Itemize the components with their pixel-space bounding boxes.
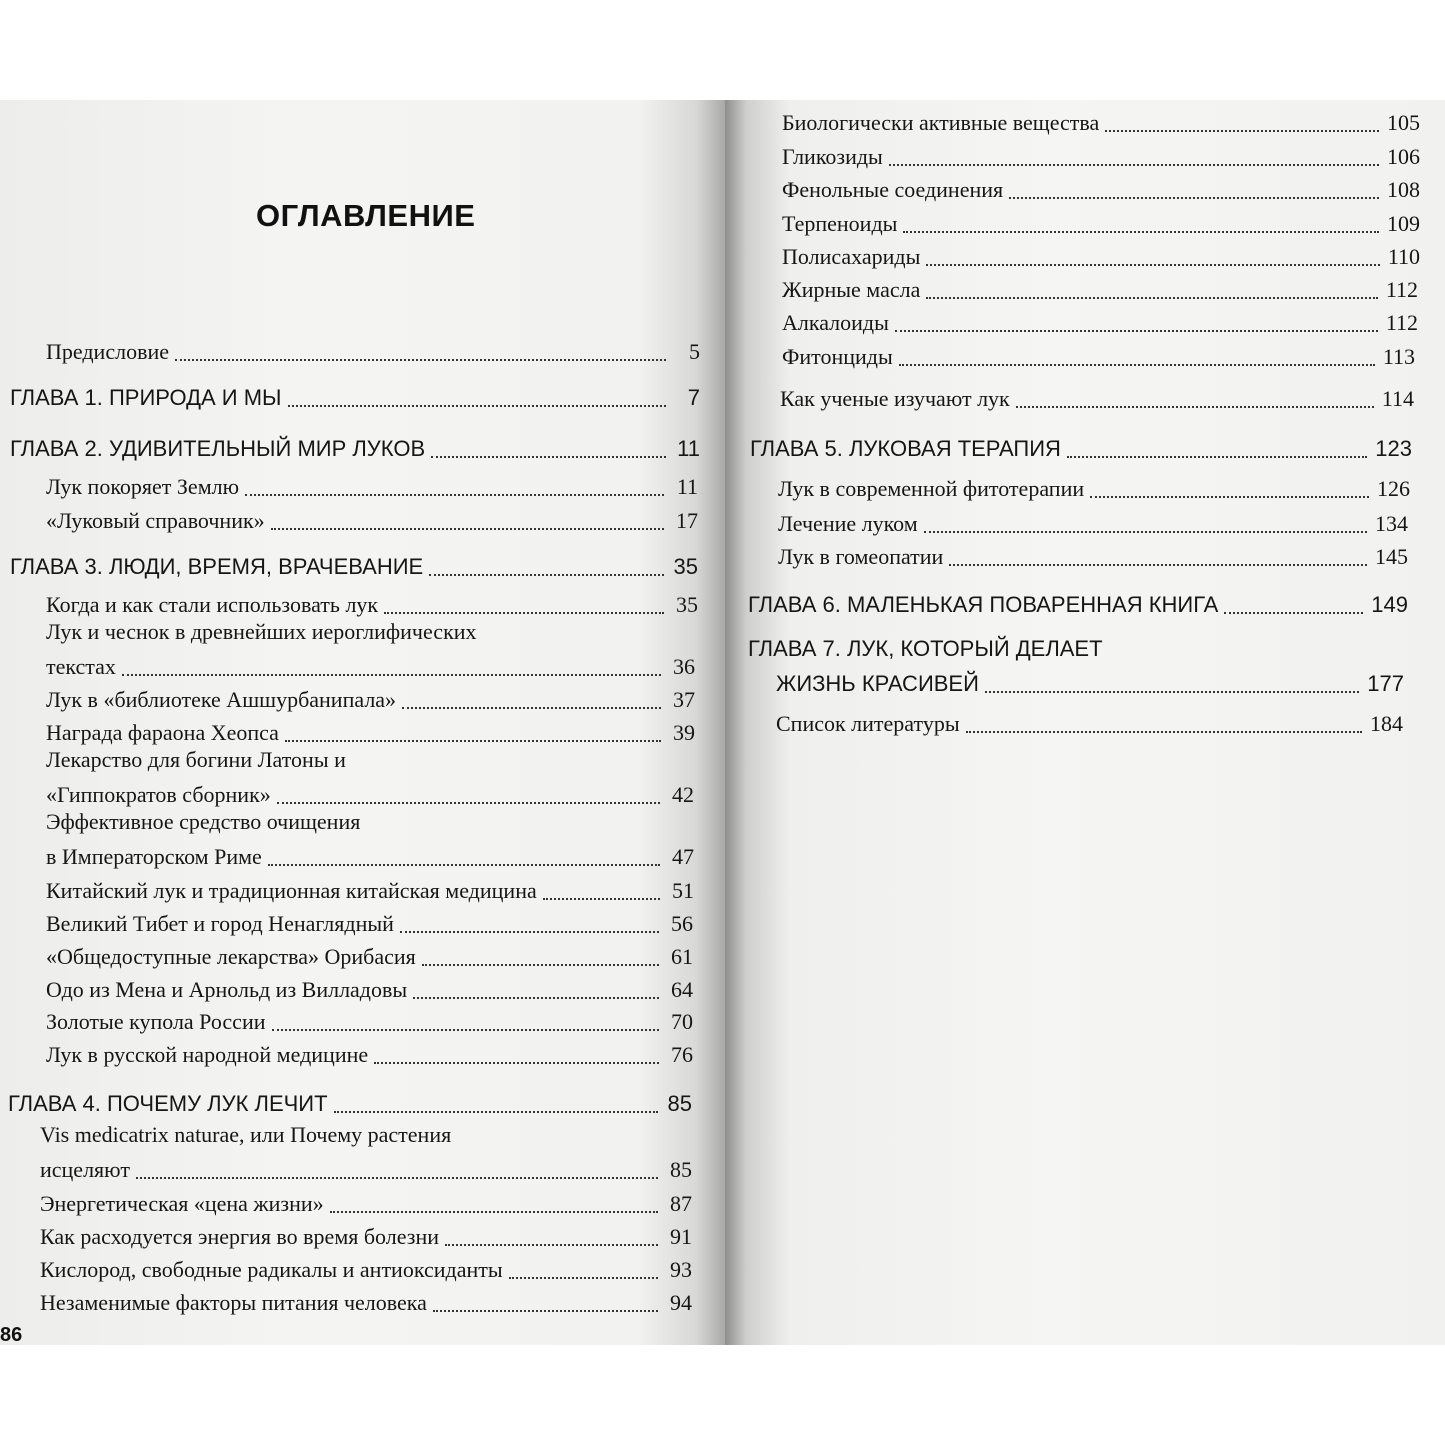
toc-entry-title: Награда фараона Хеопса	[46, 720, 279, 745]
toc-chapter	[10, 548, 698, 580]
toc-entry-title: Лук в русской народной медицине	[46, 1042, 369, 1067]
toc-entry	[782, 271, 1418, 303]
leader-dots	[949, 563, 1367, 566]
toc-entry	[782, 205, 1420, 237]
toc-entry	[40, 1251, 692, 1283]
toc-heading: ОГЛАВЛЕНИЕ	[256, 198, 476, 233]
toc-page-number: 110	[1387, 244, 1420, 269]
toc-chapter	[748, 586, 1408, 618]
toc-entry	[782, 171, 1420, 203]
toc-entry	[782, 104, 1420, 136]
leader-dots	[330, 1210, 658, 1213]
toc-entry	[46, 971, 693, 1003]
toc-entry	[782, 338, 1415, 370]
toc-entry-title: «Луковый справочник»	[46, 508, 265, 533]
toc-entry	[46, 468, 698, 500]
leader-dots	[422, 963, 659, 966]
toc-entry-title: Лук в «библиотеке Ашшурбанипала»	[46, 687, 397, 712]
toc-entry-title: Энергетическая «цена жизни»	[40, 1191, 324, 1216]
toc-entry	[778, 505, 1408, 537]
leader-dots	[136, 1176, 658, 1179]
leader-dots	[334, 1110, 658, 1113]
toc-entry-title: Жирные масла	[782, 277, 921, 302]
toc-entry-title: Как ученые изучают лук	[780, 386, 1010, 411]
toc-chapter	[10, 379, 700, 411]
leader-dots	[431, 455, 666, 458]
toc-entry	[46, 502, 698, 534]
leader-dots	[245, 493, 664, 496]
leader-dots	[543, 897, 660, 900]
toc-entry-continued: Лекарство для богини Латоны и	[46, 747, 346, 772]
toc-entry-title: исцеляют	[40, 1157, 130, 1182]
toc-entry-title: Фитонциды	[782, 344, 893, 369]
toc-page-number: 11	[676, 474, 698, 499]
leader-dots	[1016, 405, 1374, 408]
leader-dots	[966, 730, 1362, 733]
toc-entry	[46, 938, 693, 970]
toc-entry-title: «Гиппократов сборник»	[46, 782, 271, 807]
toc-entry-title: Лечение луком	[778, 511, 918, 536]
toc-page-number: 7	[687, 385, 700, 410]
leader-dots	[924, 530, 1367, 533]
toc-entry	[780, 380, 1414, 412]
toc-entry-title: Когда и как стали использовать лук	[46, 592, 379, 617]
toc-entry-title: ГЛАВА 5. ЛУКОВАЯ ТЕРАПИЯ	[750, 436, 1061, 461]
toc-page-number: 85	[667, 1091, 692, 1116]
leader-dots	[1090, 495, 1369, 498]
toc-page-number: 5	[689, 339, 700, 364]
toc-entry	[46, 838, 694, 870]
toc-page-number: 51	[672, 878, 694, 903]
leader-dots	[175, 358, 666, 361]
toc-page-number: 184	[1370, 711, 1403, 736]
toc-entry	[40, 1284, 692, 1316]
leader-dots	[1105, 129, 1379, 132]
leader-dots	[272, 1028, 660, 1031]
toc-entry	[46, 333, 700, 365]
toc-entry-title: Лук в гомеопатии	[778, 544, 944, 569]
leader-dots	[926, 296, 1377, 299]
toc-entry-title: Золотые купола России	[46, 1009, 266, 1034]
leader-dots	[268, 863, 660, 866]
toc-entry	[46, 776, 694, 808]
toc-page-number: 145	[1375, 544, 1408, 569]
toc-entry-title: ГЛАВА 6. МАЛЕНЬКАЯ ПОВАРЕННАЯ КНИГА	[748, 592, 1219, 617]
toc-entry	[778, 470, 1410, 502]
toc-entry-continued: Лук и чеснок в древнейших иероглифических	[46, 619, 477, 644]
toc-entry-title: Лук покоряет Землю	[46, 474, 240, 499]
leader-dots	[903, 230, 1379, 233]
toc-page-number: 106	[1387, 144, 1420, 169]
toc-entry-title: Список литературы	[776, 711, 960, 736]
toc-page-number: 61	[671, 944, 693, 969]
toc-entry-title: «Общедоступные лекарства» Орибасия	[46, 944, 416, 969]
toc-page-number: 17	[676, 508, 698, 533]
leader-dots	[895, 329, 1378, 332]
toc-entry	[776, 705, 1403, 737]
toc-entry	[46, 714, 695, 746]
toc-page-number: 93	[670, 1257, 692, 1282]
leader-dots	[374, 1061, 659, 1064]
toc-page-number: 108	[1387, 177, 1420, 202]
toc-entry	[46, 648, 695, 680]
toc-entry-continued: Эффективное средство очищения	[46, 809, 361, 834]
toc-entry-title: Кислород, свободные радикалы и антиоксиданты	[40, 1257, 503, 1282]
page-number: 86	[0, 1324, 23, 1346]
toc-entry-title: Полисахариды	[782, 244, 921, 269]
toc-entry	[46, 1036, 693, 1068]
leader-dots	[271, 527, 664, 530]
leader-dots	[400, 930, 659, 933]
toc-page-number: 56	[671, 911, 693, 936]
leader-dots	[122, 673, 661, 676]
leader-dots	[926, 263, 1379, 266]
toc-page-number: 177	[1367, 671, 1404, 696]
toc-page-number: 87	[670, 1191, 692, 1216]
toc-page-number: 76	[671, 1042, 693, 1067]
leader-dots	[413, 996, 659, 999]
toc-chapter	[750, 430, 1412, 462]
leader-dots	[384, 611, 664, 614]
leader-dots	[1067, 455, 1367, 458]
toc-entry-continued: ГЛАВА 7. ЛУК, КОТОРЫЙ ДЕЛАЕТ	[748, 636, 1103, 661]
leader-dots	[1009, 196, 1379, 199]
toc-entry	[782, 304, 1418, 336]
toc-page-number: 85	[670, 1157, 692, 1182]
toc-entry-title: Как расходуется энергия во время болезни	[40, 1224, 440, 1249]
leader-dots	[277, 801, 660, 804]
toc-entry	[46, 586, 698, 618]
leader-dots	[445, 1243, 658, 1246]
toc-entry-title: Лук в современной фитотерапии	[778, 476, 1085, 501]
toc-page-number: 37	[673, 687, 695, 712]
toc-page-number: 134	[1375, 511, 1408, 536]
toc-page-number: 35	[676, 592, 698, 617]
toc-page-number: 11	[677, 436, 700, 461]
toc-page-number: 64	[671, 977, 693, 1002]
toc-page-number: 42	[672, 782, 694, 807]
toc-entry-title: ГЛАВА 1. ПРИРОДА И МЫ	[10, 385, 282, 410]
toc-entry-title: ГЛАВА 3. ЛЮДИ, ВРЕМЯ, ВРАЧЕВАНИЕ	[10, 554, 424, 579]
toc-entry-title: Великий Тибет и город Ненаглядный	[46, 911, 394, 936]
leader-dots	[889, 163, 1379, 166]
toc-entry-title: ГЛАВА 2. УДИВИТЕЛЬНЫЙ МИР ЛУКОВ	[10, 436, 426, 461]
toc-page-number: 113	[1382, 344, 1415, 369]
leader-dots	[429, 573, 664, 576]
leader-dots	[402, 706, 661, 709]
toc-entry-continued: Vis medicatrix naturae, или Почему растения	[40, 1122, 452, 1147]
toc-entry-title: Биологически активные вещества	[782, 110, 1100, 135]
toc-page-number: 109	[1387, 211, 1420, 236]
toc-entry	[46, 681, 695, 713]
toc-page-number: 149	[1371, 592, 1408, 617]
toc-entry	[778, 538, 1408, 570]
toc-entry-title: Фенольные соединения	[782, 177, 1004, 202]
toc-entry-title: ГЛАВА 4. ПОЧЕМУ ЛУК ЛЕЧИТ	[8, 1091, 328, 1116]
toc-chapter	[8, 1085, 692, 1117]
toc-entry-title: Алкалоиды	[782, 310, 889, 335]
toc-page-number: 47	[672, 844, 694, 869]
toc-entry-title: в Императорском Риме	[46, 844, 262, 869]
toc-chapter	[10, 430, 700, 462]
toc-entry-title: Гликозиды	[782, 144, 883, 169]
leader-dots	[509, 1276, 658, 1279]
leader-dots	[1224, 611, 1363, 614]
toc-page-number: 114	[1381, 386, 1414, 411]
toc-entry	[46, 872, 694, 904]
toc-entry-title: Незаменимые факторы питания человека	[40, 1290, 427, 1315]
toc-chapter	[776, 665, 1404, 697]
toc-entry-title: текстах	[46, 654, 116, 679]
toc-entry	[40, 1218, 692, 1250]
leader-dots	[285, 739, 661, 742]
toc-page-number: 39	[673, 720, 695, 745]
toc-page-number: 112	[1385, 277, 1418, 302]
toc-entry	[40, 1185, 692, 1217]
toc-page-number: 94	[670, 1290, 692, 1315]
toc-page-number: 126	[1377, 476, 1410, 501]
toc-page-number: 70	[671, 1009, 693, 1034]
leader-dots	[288, 404, 666, 407]
toc-entry-title: Китайский лук и традиционная китайская медицина	[46, 878, 537, 903]
toc-page-number: 123	[1375, 436, 1412, 461]
toc-page-number: 91	[670, 1224, 692, 1249]
toc-page-number: 35	[673, 554, 698, 579]
leader-dots	[433, 1309, 658, 1312]
toc-entry	[782, 138, 1420, 170]
toc-entry-title: Предисловие	[46, 339, 169, 364]
toc-page-number: 112	[1385, 310, 1418, 335]
leader-dots	[899, 363, 1375, 366]
toc-entry-title: Одо из Мена и Арнольд из Вилладовы	[46, 977, 408, 1002]
toc-page-number: 105	[1387, 110, 1420, 135]
leader-dots	[985, 690, 1359, 693]
toc-entry	[46, 1003, 693, 1035]
toc-entry	[40, 1151, 692, 1183]
toc-entry	[782, 238, 1420, 270]
toc-entry-title: Терпеноиды	[782, 211, 898, 236]
toc-entry	[46, 905, 693, 937]
toc-page-number: 36	[673, 654, 695, 679]
toc-entry-title: ЖИЗНЬ КРАСИВЕЙ	[776, 671, 979, 696]
